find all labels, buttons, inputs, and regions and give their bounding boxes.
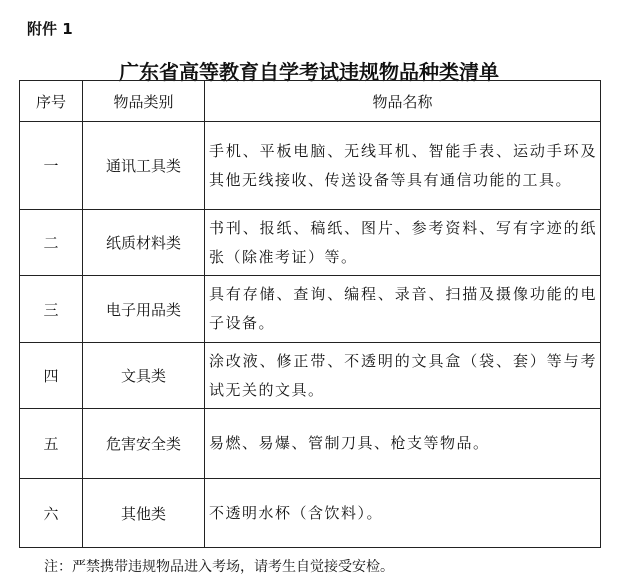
row-number: 三	[20, 276, 83, 343]
table-row	[20, 210, 601, 276]
row-category: 文具类	[83, 343, 205, 409]
row-number: 一	[20, 122, 83, 210]
row-category: 危害安全类	[83, 409, 205, 479]
row-category: 通讯工具类	[83, 122, 205, 210]
table-row	[20, 409, 601, 479]
row-items: 涂改液、修正带、不透明的文具盒（袋、套）等与考试无关的文具。	[205, 343, 601, 409]
row-number: 四	[20, 343, 83, 409]
footnote: 注：严禁携带违规物品进入考场，请考生自觉接受安检。	[44, 559, 394, 575]
row-items: 不透明水杯（含饮料）。	[205, 479, 601, 548]
table-row	[20, 122, 601, 210]
attachment-label: 附件 1	[27, 20, 73, 38]
row-number: 六	[20, 479, 83, 548]
table-row	[20, 276, 601, 343]
prohibited-items-table	[19, 80, 601, 548]
page-title: 广东省高等教育自学考试违规物品种类清单	[119, 60, 499, 84]
table-header-row	[20, 81, 601, 122]
table-row	[20, 479, 601, 548]
table-row	[20, 343, 601, 409]
row-category: 其他类	[83, 479, 205, 548]
row-items: 易燃、易爆、管制刀具、枪支等物品。	[205, 409, 601, 479]
header-number: 序号	[20, 81, 83, 122]
row-items: 具有存储、查询、编程、录音、扫描及摄像功能的电子设备。	[205, 276, 601, 343]
row-items: 书刊、报纸、稿纸、图片、参考资料、写有字迹的纸张（除准考证）等。	[205, 210, 601, 276]
header-item-names: 物品名称	[205, 81, 601, 122]
row-number: 二	[20, 210, 83, 276]
row-items: 手机、平板电脑、无线耳机、智能手表、运动手环及其他无线接收、传送设备等具有通信功能的工具。	[205, 122, 601, 210]
row-category: 电子用品类	[83, 276, 205, 343]
row-number: 五	[20, 409, 83, 479]
header-category: 物品类别	[83, 81, 205, 122]
row-category: 纸质材料类	[83, 210, 205, 276]
